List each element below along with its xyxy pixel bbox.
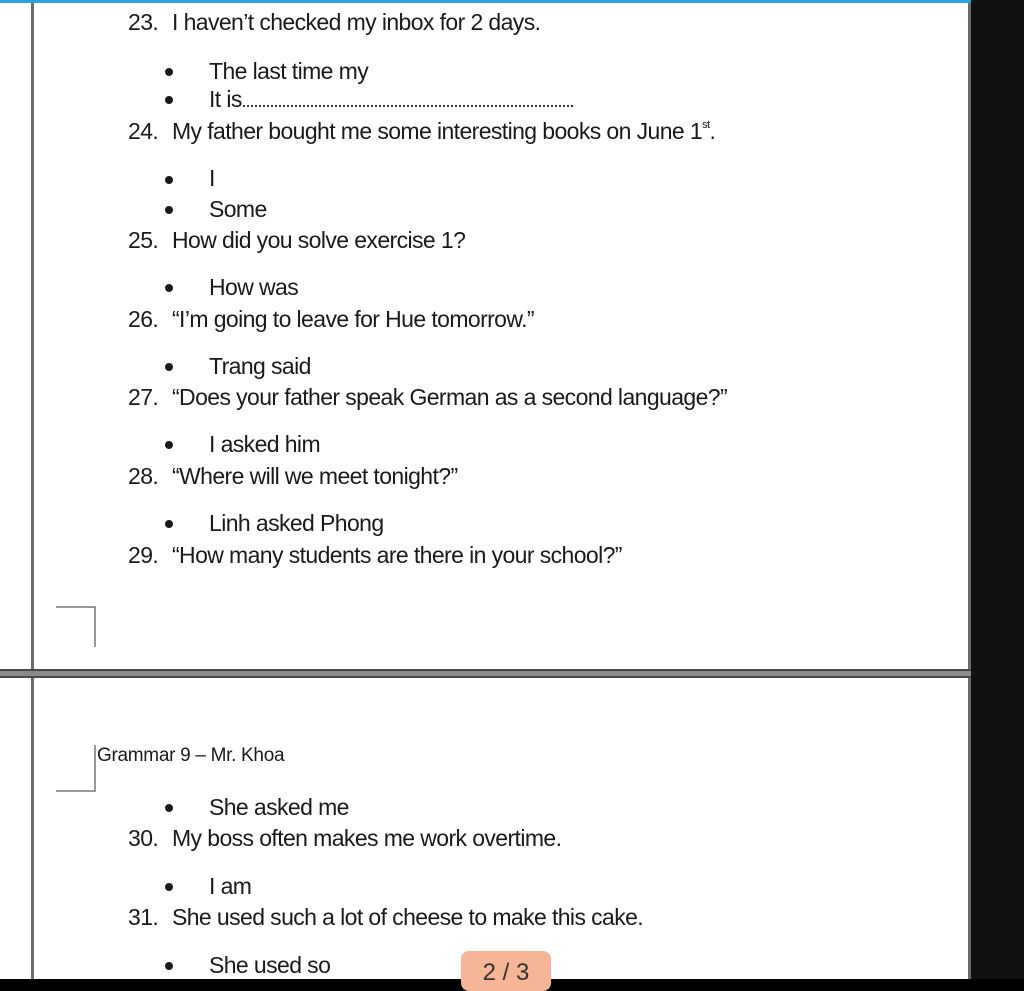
- answer-prompt: Linh asked Phong: [209, 510, 384, 536]
- crop-mark: [56, 745, 98, 793]
- answer-prompt: It is: [209, 88, 573, 111]
- bullet-dot: [165, 441, 173, 449]
- crop-mark: [56, 605, 98, 649]
- bullet-dot: [165, 962, 173, 970]
- answer-prompt: How was: [209, 274, 299, 300]
- answer-prompt: Some: [209, 196, 267, 222]
- bullet-dot: [165, 96, 173, 104]
- answer-prompt: The last time my: [209, 58, 369, 84]
- answer-prompt: Trang said: [209, 353, 311, 379]
- bullet-dot: [165, 284, 173, 292]
- bullet-dot: [165, 206, 173, 214]
- bullet-dot: [165, 520, 173, 528]
- bullet-dot: [165, 176, 173, 184]
- answer-prompt: She asked me: [209, 794, 349, 820]
- answer-prompt: I am: [209, 873, 252, 899]
- answer-prompt: I asked him: [209, 431, 321, 457]
- fill-in-blank: [243, 91, 573, 107]
- bullet-dot: [165, 883, 173, 891]
- page-border-left: [31, 678, 34, 979]
- page-header: Grammar 9 – Mr. Khoa: [97, 745, 285, 766]
- page-indicator-badge[interactable]: 2 / 3: [461, 951, 551, 991]
- bullet-dot: [165, 68, 173, 76]
- viewer-right-gutter: [971, 0, 1024, 979]
- bullet-dot: [165, 363, 173, 371]
- page-border-left: [31, 3, 34, 669]
- answer-prompt: She used so: [209, 952, 331, 978]
- bullet-dot: [165, 804, 173, 812]
- answer-prompt: I: [209, 165, 215, 191]
